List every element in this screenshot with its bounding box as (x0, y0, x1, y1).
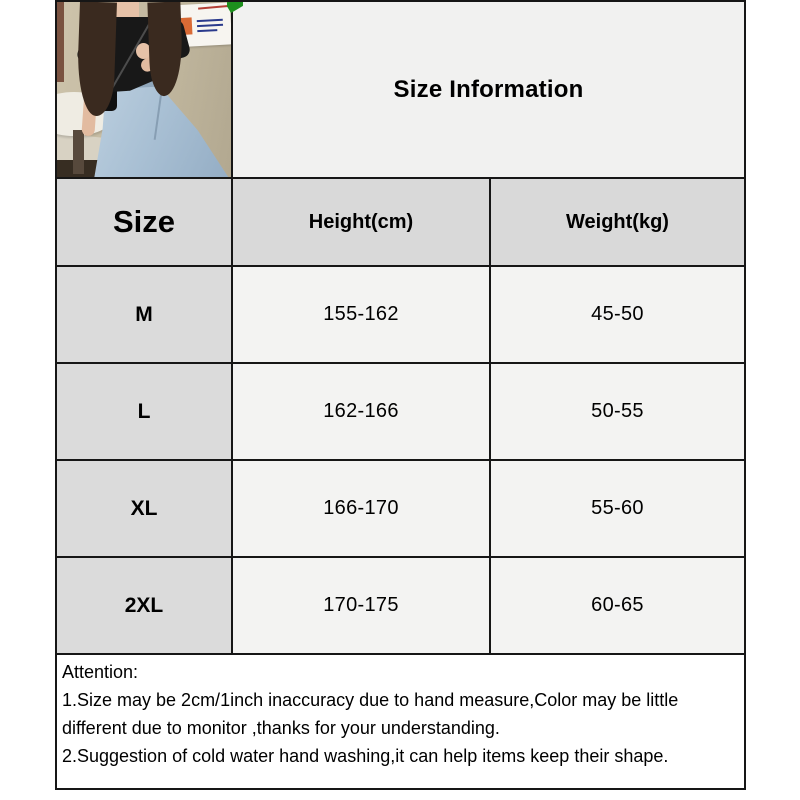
table-row (57, 556, 744, 653)
size-table-frame (55, 0, 746, 790)
height-value: 162-166 (231, 364, 489, 459)
size-label: XL (57, 461, 231, 556)
column-header-weight: Weight(kg) (489, 179, 744, 265)
attention-line-1: 1.Size may be 2cm/1inch inaccuracy due to hand measure,Color may be little (62, 690, 679, 710)
page-title: Size Information (393, 75, 584, 103)
poster-text-line (197, 24, 223, 27)
doorframe-shape (57, 2, 64, 82)
model-hair-right (147, 2, 183, 97)
table-row (57, 362, 744, 459)
poster-text-line (197, 19, 223, 22)
table-row (57, 459, 744, 556)
poster-red-line (198, 5, 228, 10)
poster-text-line (197, 29, 217, 32)
weight-value: 55-60 (489, 461, 744, 556)
table-row (57, 265, 744, 362)
weight-value: 60-65 (489, 558, 744, 653)
attention-line-2: different due to monitor ,thanks for your understanding. (62, 718, 500, 738)
table-stem-shape (73, 130, 84, 174)
product-photo (57, 2, 231, 177)
height-value: 170-175 (231, 558, 489, 653)
size-label: M (57, 267, 231, 362)
title-cell (231, 2, 744, 177)
attention-note (57, 653, 744, 788)
size-label: 2XL (57, 558, 231, 653)
weight-value: 50-55 (489, 364, 744, 459)
table-header-row (57, 177, 744, 265)
height-value: 166-170 (231, 461, 489, 556)
weight-value: 45-50 (489, 267, 744, 362)
attention-line-3: 2.Suggestion of cold water hand washing,it can help items keep their shape. (62, 746, 669, 766)
model-photo-illustration (57, 2, 231, 177)
size-label: L (57, 364, 231, 459)
column-header-size: Size (57, 179, 231, 265)
height-value: 155-162 (231, 267, 489, 362)
attention-title: Attention: (62, 662, 139, 682)
top-row (57, 2, 744, 177)
column-header-height: Height(cm) (231, 179, 489, 265)
